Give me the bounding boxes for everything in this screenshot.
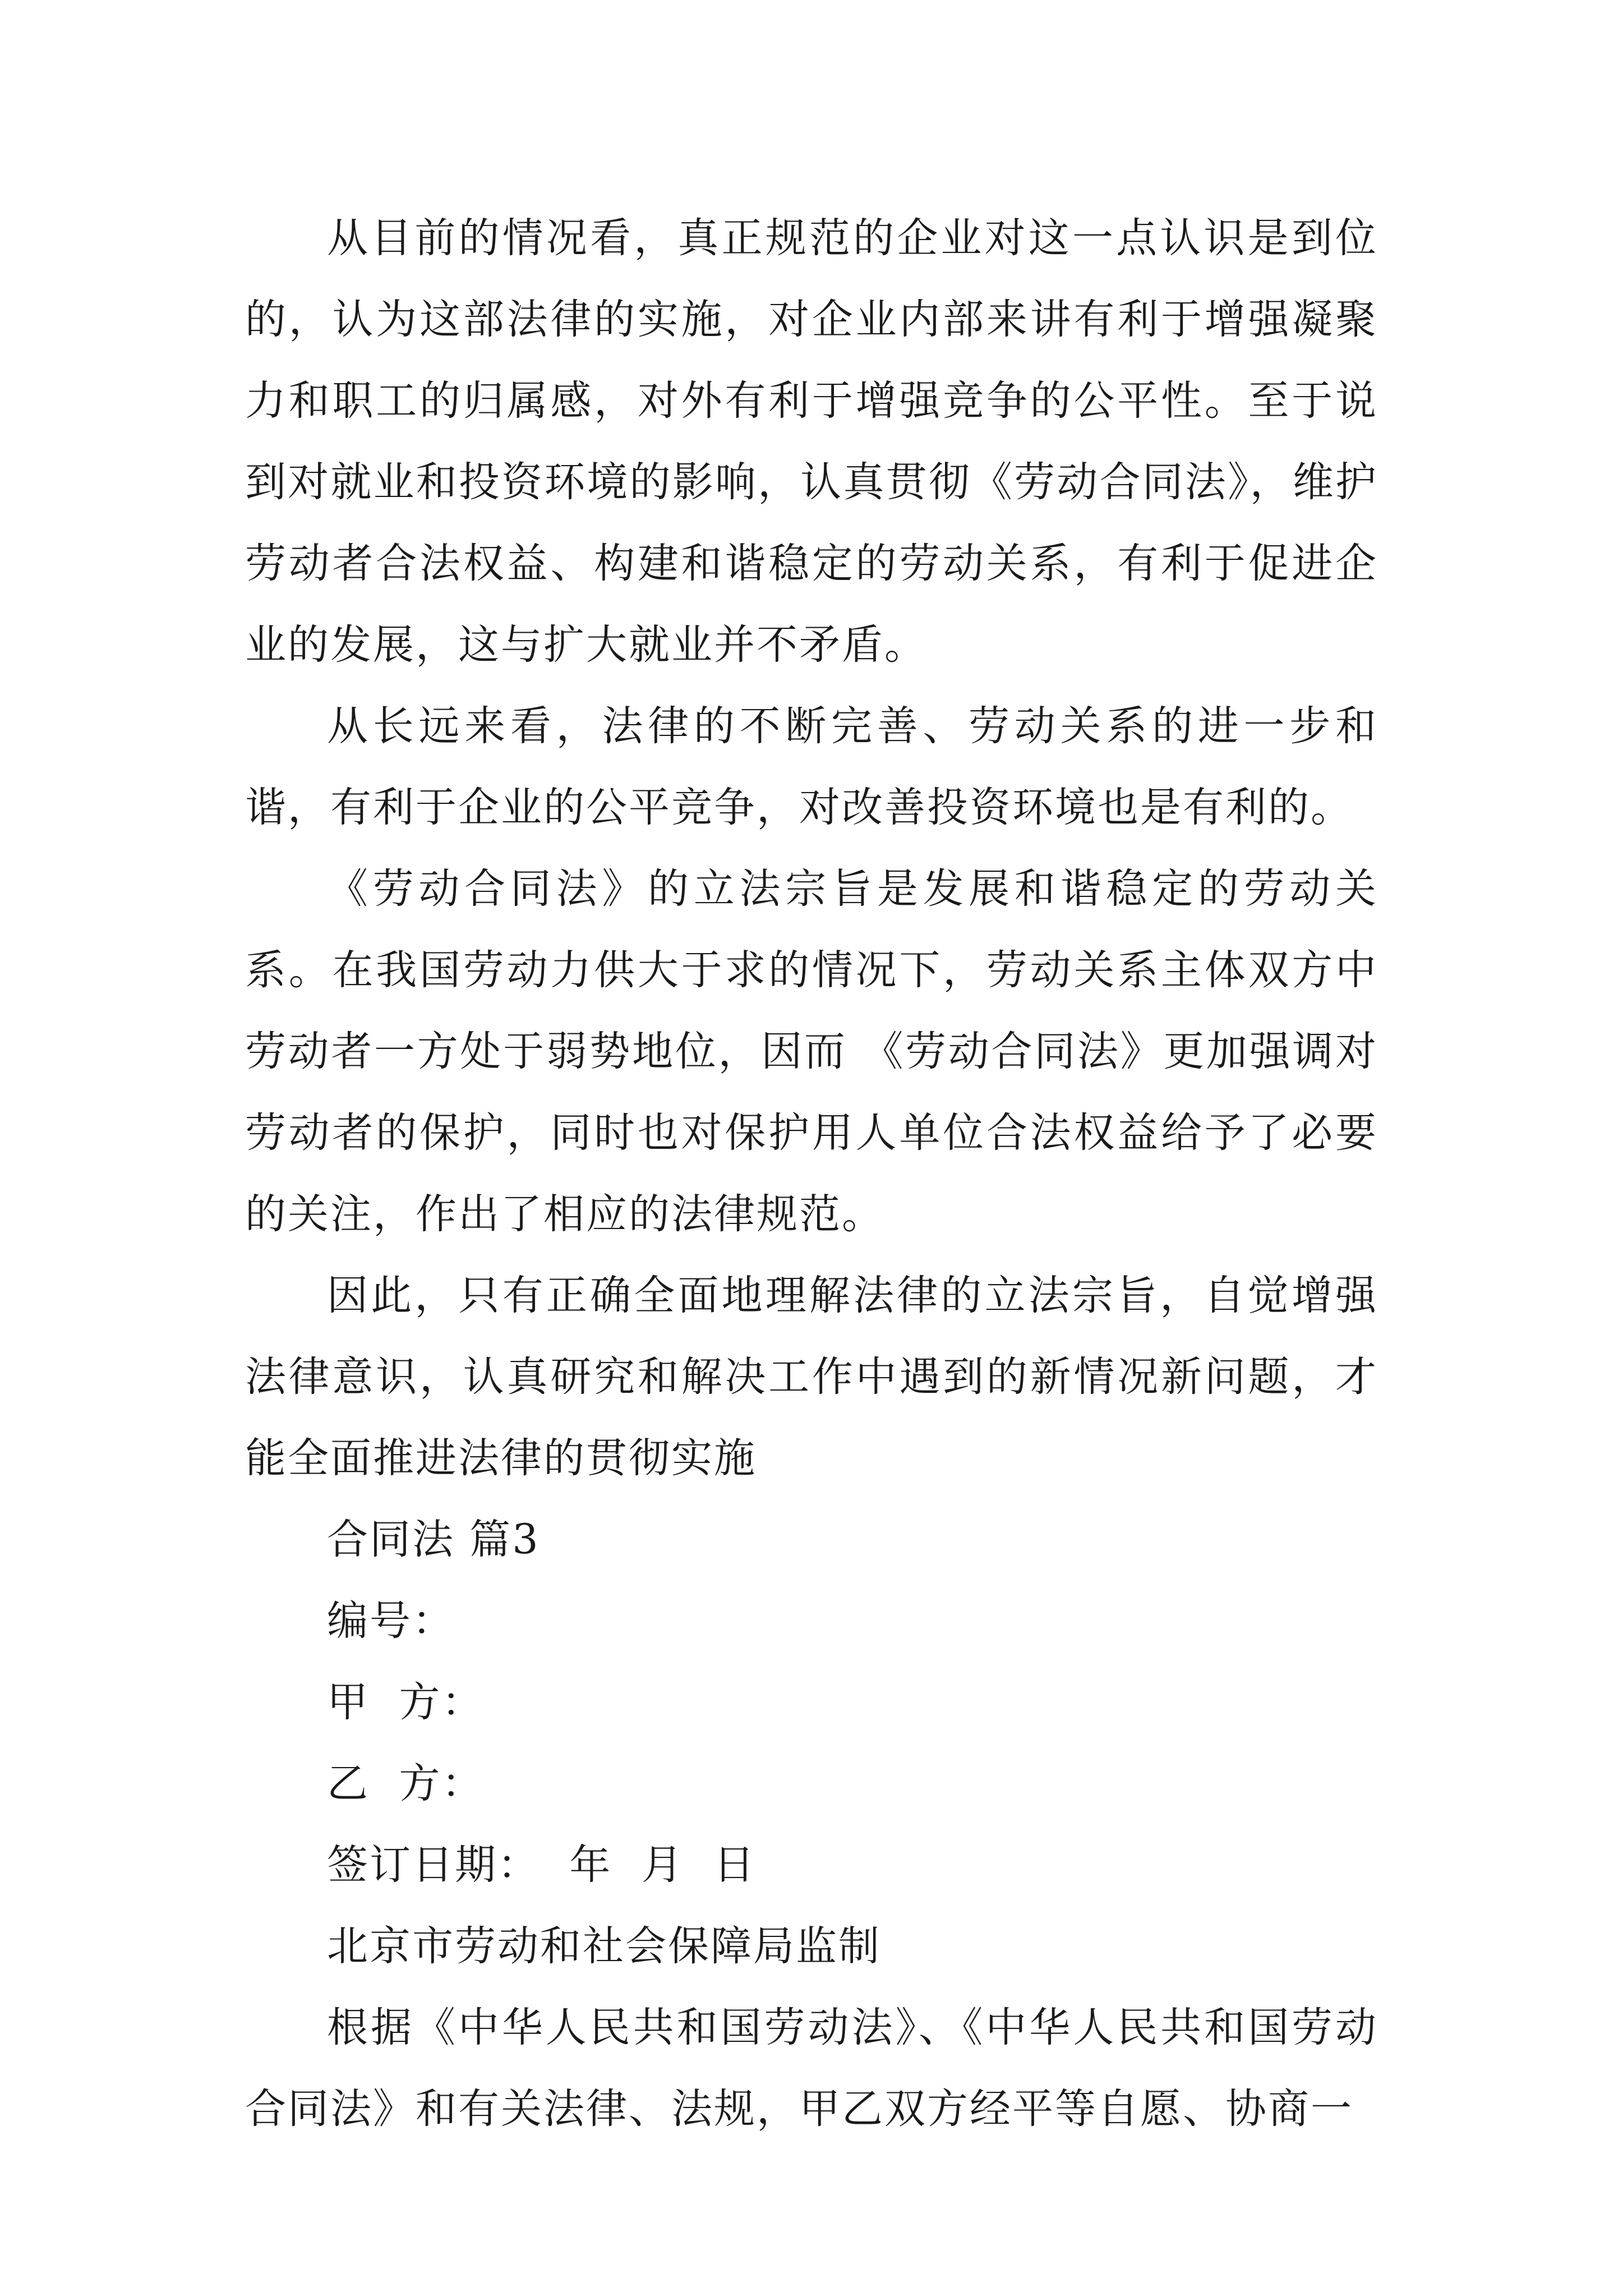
party-b-field: 乙 方：: [327, 1760, 485, 1807]
paragraph-conclusion: 因此，只有正确全面地理解法律的立法宗旨，自觉增强法律意识，认真研究和解决工作中遇到的新情况新问题，才能全面推进法律的贯彻实施: [245, 1272, 1378, 1482]
section-title: 合同法 篇3: [327, 1516, 540, 1563]
supervisor-line: 北京市劳动和社会保障局监制: [327, 1922, 881, 1970]
party-a-field: 甲 方：: [327, 1678, 485, 1726]
paragraph-current-situation: 从目前的情况看，真正规范的企业对这一点认识是到位的，认为这部法律的实施，对企业内部来讲有利于增强凝聚力和职工的归属感，对外有利于增强竞争的公平性。至于说到对就业和投资环境的影响，认真贯彻《劳动合同法》，维护劳动者合法权益、构建和谐稳定的劳动关系，有利于促进企业的发展，这与扩大就业并不矛盾。: [245, 214, 1378, 669]
sign-date-field: 签订日期： 年 月 日: [327, 1841, 757, 1889]
contract-number-field: 编号：: [327, 1597, 455, 1645]
paragraph-contract-basis: 根据《中华人民共和国劳动法》、《中华人民共和国劳动合同法》和有关法律、法规，甲乙双方经平等自愿、协商一: [245, 2004, 1378, 2133]
document-body: [245, 197, 1378, 2150]
paragraph-legislative-purpose: 《劳动合同法》的立法宗旨是发展和谐稳定的劳动关系。在我国劳动力供大于求的情况下，劳动关系主体双方中劳动者一方处于弱势地位，因而 《劳动合同法》更加强调对劳动者的保护，同时也对保护用人单位合法权益给予了必要的关注，作出了相应的法律规范。: [245, 865, 1378, 1238]
paragraph-long-term: 从长远来看，法律的不断完善、劳动关系的进一步和谐，有利于企业的公平竞争，对改善投资环境也是有利的。: [245, 702, 1378, 831]
